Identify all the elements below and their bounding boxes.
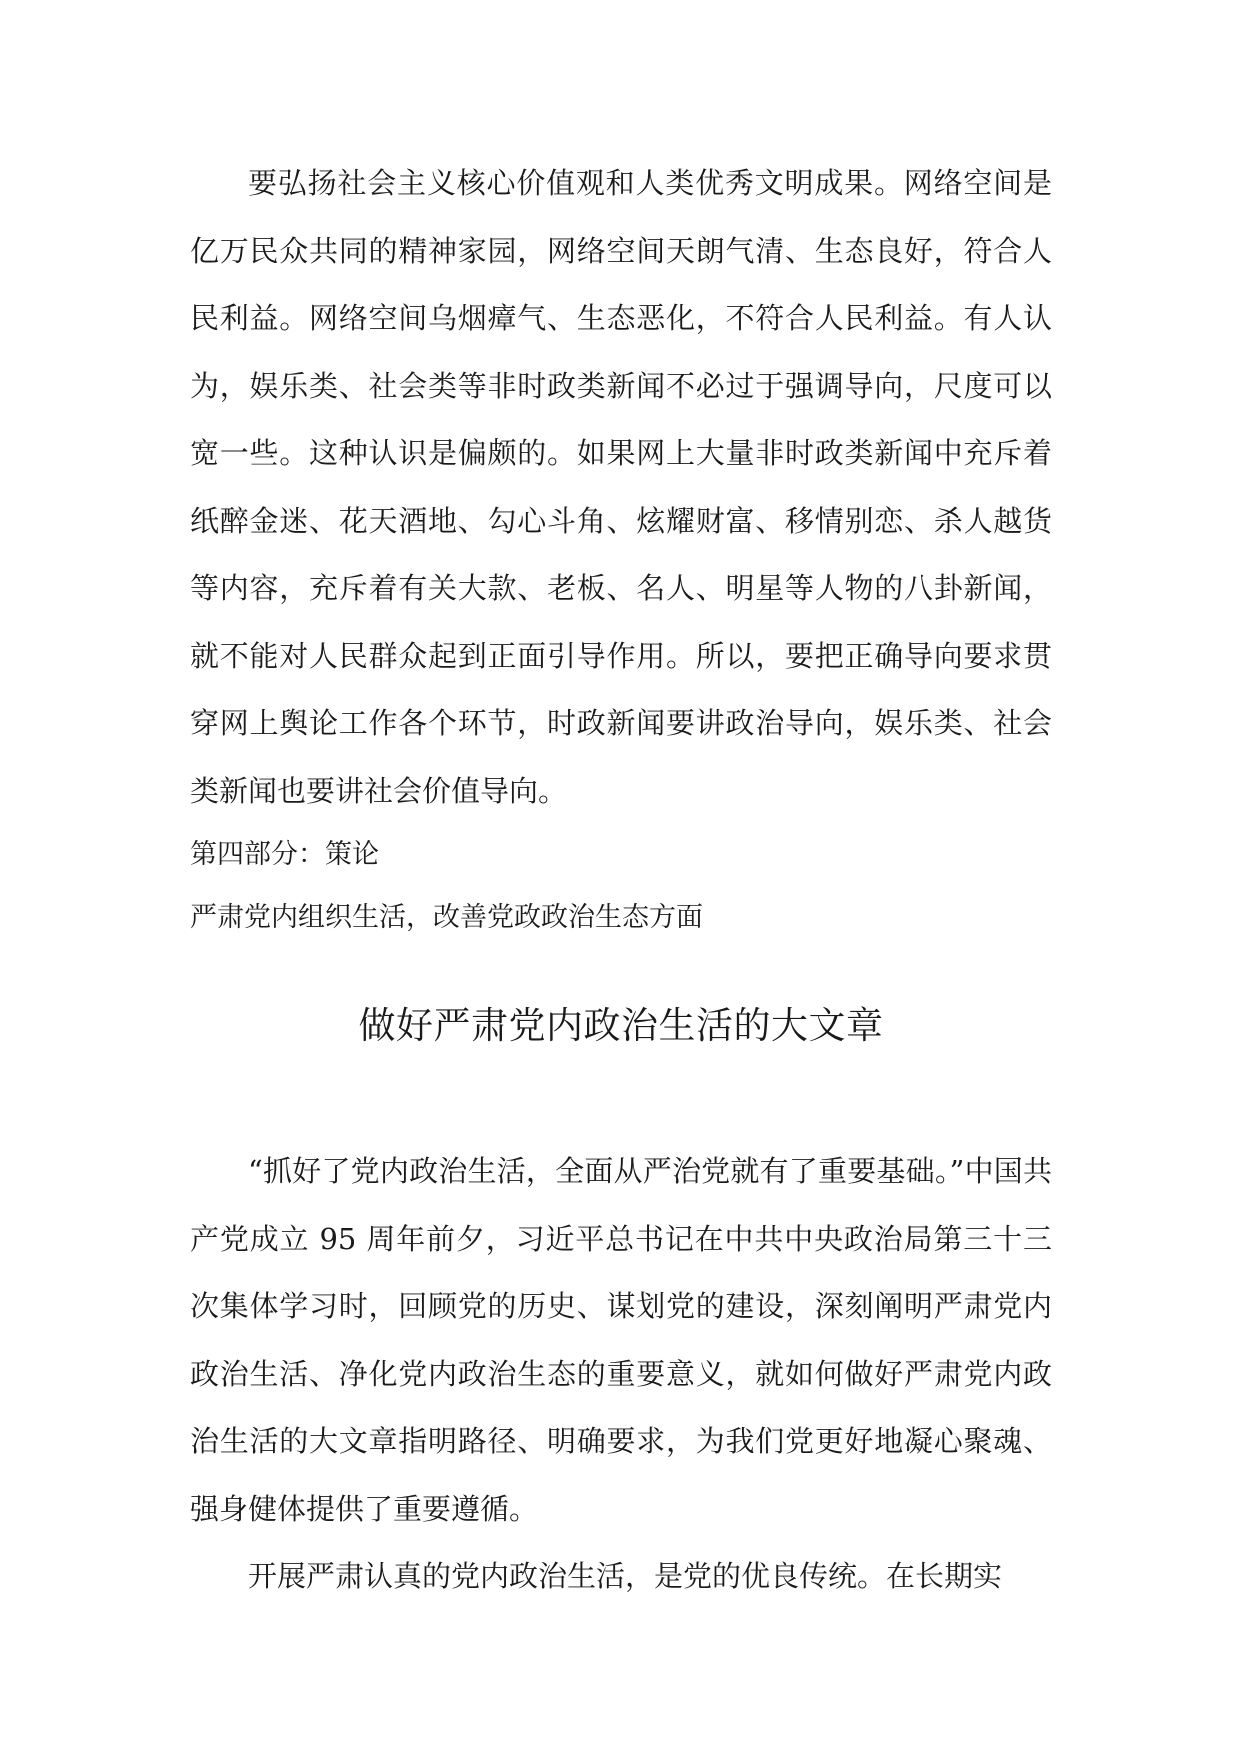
body-paragraph-2: “抓好了党内政治生活，全面从严治党就有了重要基础。”中国共产党成立 95 周年前夕，习近平总书记在中共中央政治局第三十三次集体学习时，回顾党的历史、谋划党的建设，深刻阐明严肃党内政治生活、净化党内政治生态的重要意义，就如何做好严肃党内政治生活的大文章指明路径、明确要求，为我们党更好地凝心聚魂、强身健体提供了重要遵循。 (190, 1154, 1052, 1526)
upper-text-block (190, 150, 1052, 947)
body-paragraph-3: 开展严肃认真的党内政治生活，是党的优良传统。在长期实 (248, 1559, 1003, 1593)
body-paragraph-1: 要弘扬社会主义核心价值观和人类优秀文明成果。网络空间是亿万民众共同的精神家园，网络空间天朗气清、生态良好，符合人民利益。网络空间乌烟瘴气、生态恶化，不符合人民利益。有人认为，娱乐类、社会类等非时政类新闻不必过于强调导向，尺度可以宽一些。这种认识是偏颇的。如果网上大量非时政类新闻中充斥着纸醉金迷、花天酒地、勾心斗角、炫耀财富、移情别恋、杀人越货等内容，充斥着有关大款、老板、名人、明星等人物的八卦新闻，就不能对人民群众起到正面引导作用。所以，要把正确导向要求贯穿网上舆论工作各个环节，时政新闻要讲政治导向，娱乐类、社会类新闻也要讲社会价值导向。 (190, 166, 1052, 808)
article-title: 做好严肃党内政治生活的大文章 (358, 1004, 884, 1047)
topic-label: 严肃党内组织生活，改善党政政治生态方面 (190, 902, 703, 933)
lower-text-block (190, 1138, 1052, 1611)
section-label: 第四部分：策论 (190, 839, 379, 870)
